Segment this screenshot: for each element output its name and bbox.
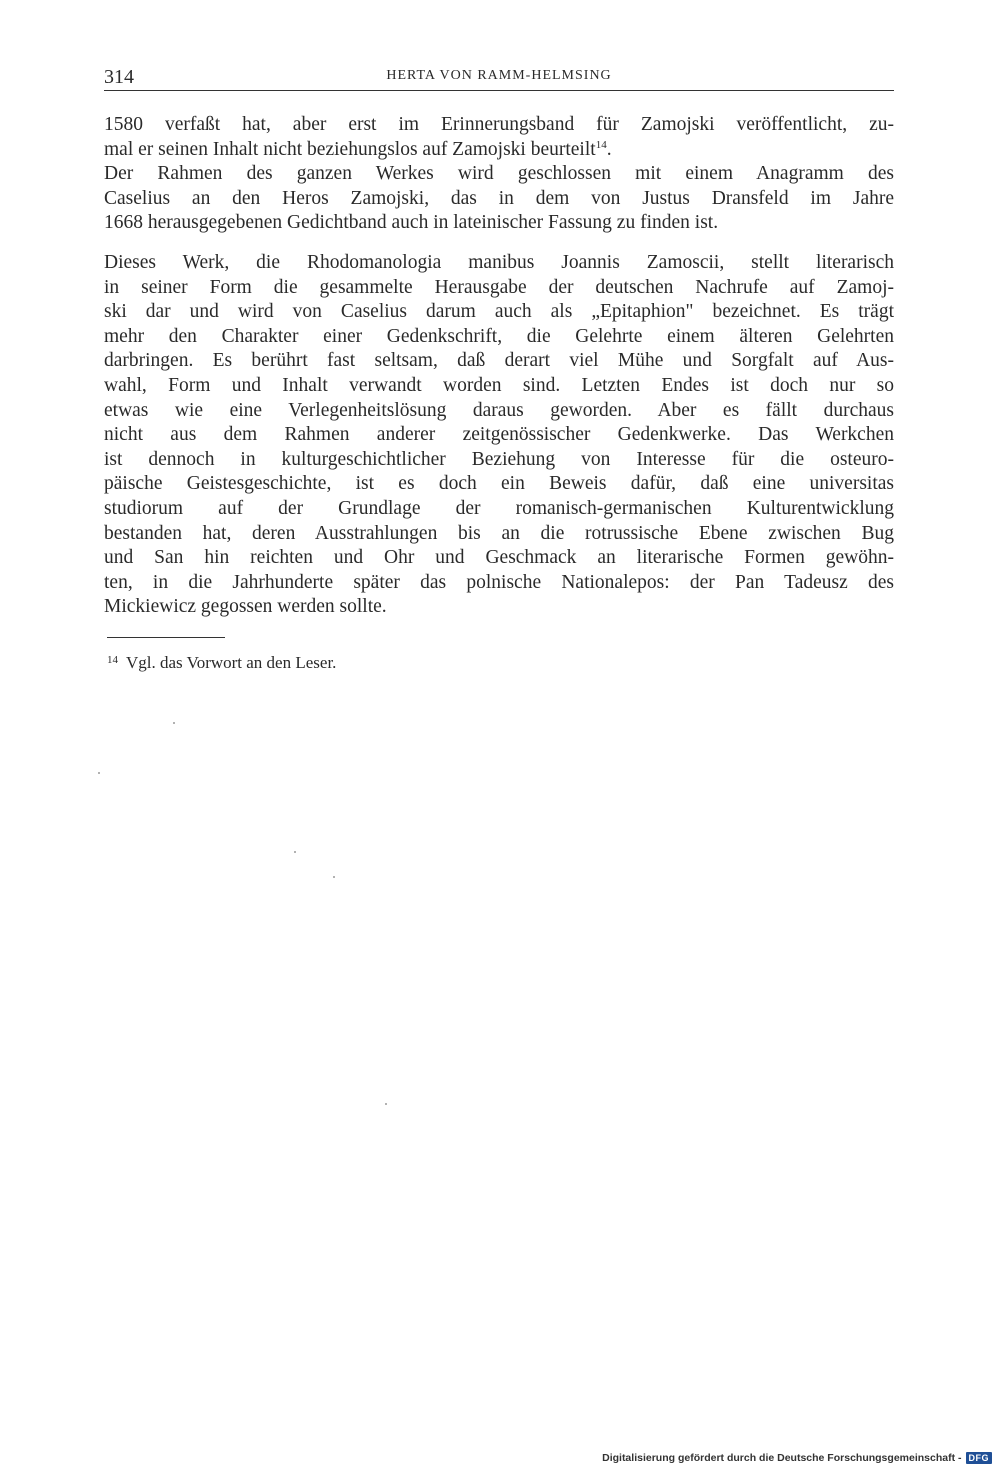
digitization-credit: [602, 1452, 992, 1464]
footnote-reference[interactable]: 14: [595, 138, 607, 151]
text-line: Mickiewicz gegossen werden sollte.: [104, 596, 387, 618]
body-text: [104, 113, 894, 620]
text-line: [104, 138, 894, 163]
text-line: päische Geistesgeschichte, ist es doch ein Beweis dafür, daß eine universitas: [104, 473, 894, 495]
text-line: in seiner Form die gesammelte Herausgabe der deutschen Nachrufe auf Zamoj-: [104, 276, 894, 298]
footnote-number: 14: [107, 654, 118, 666]
text-line: Dieses Werk, die Rhodomanologia manibus Joannis Zamoscii, stellt literarisch: [104, 251, 894, 273]
text-line: ten, in die Jahrhunderte später das polnische Nationalepos: der Pan Tadeusz des: [104, 571, 894, 593]
sentence-end: .: [606, 138, 612, 160]
scan-speck: [333, 876, 335, 878]
scan-speck: [98, 772, 100, 774]
text-line: ski dar und wird von Caselius darum auch als „Epitaphion" bezeichnet. Es trägt: [104, 301, 894, 323]
text-line: und San hin reichten und Ohr und Geschmack an literarische Formen gewöhn-: [104, 547, 894, 569]
text-line: Der Rahmen des ganzen Werkes wird geschlossen mit einem Anagramm des: [104, 163, 894, 185]
text-line: bestanden hat, deren Ausstrahlungen bis an die rotrussische Ebene zwischen Bug: [104, 522, 894, 544]
text-line: 1580 verfaßt hat, aber erst im Erinnerungsband für Zamojski veröffentlicht, zu-: [104, 114, 894, 135]
running-title: HERTA VON RAMM-HELMSING: [386, 68, 612, 83]
scan-speck: [173, 722, 175, 724]
text-line: nicht aus dem Rahmen anderer zeitgenössischer Gedenkwerke. Das Werkchen: [104, 424, 894, 446]
scan-speck: [385, 1103, 387, 1105]
text-line: darbringen. Es berührt fast seltsam, daß derart viel Mühe und Sorgfalt auf Aus-: [104, 350, 894, 372]
text-line: etwas wie eine Verlegenheitslösung daraus geworden. Aber es fällt durchaus: [104, 399, 894, 421]
page-number: 314: [104, 66, 134, 88]
scan-speck: [294, 851, 296, 853]
paragraph-gap: [104, 236, 894, 251]
text-line: mehr den Charakter einer Gedenkschrift, die Gelehrte einem älteren Gelehrten: [104, 325, 894, 347]
credit-text: Digitalisierung gefördert durch die Deutsche Forschungsgemeinschaft -: [602, 1452, 962, 1464]
text-line-content: mal er seinen Inhalt nicht beziehungslos auf Zamojski beurteilt: [104, 138, 596, 160]
text-line: wahl, Form und Inhalt verwandt worden sind. Letzten Endes ist doch nur so: [104, 374, 894, 396]
dfg-logo: DFG: [966, 1452, 993, 1464]
text-line: studiorum auf der Grundlage der romanisch-germanischen Kulturentwicklung: [104, 497, 894, 519]
text-line: ist dennoch in kulturgeschichtlicher Beziehung von Interesse für die osteuro-: [104, 448, 894, 470]
text-line: 1668 herausgegebenen Gedichtband auch in lateinischer Fassung zu finden ist.: [104, 212, 719, 234]
page-header: [104, 64, 894, 91]
footnote-text: Vgl. das Vorwort an den Leser.: [126, 653, 337, 672]
footnote: [107, 649, 336, 674]
footnote-divider: [107, 637, 225, 638]
text-line: Caselius an den Heros Zamojski, das in dem von Justus Dransfeld im Jahre: [104, 187, 894, 209]
